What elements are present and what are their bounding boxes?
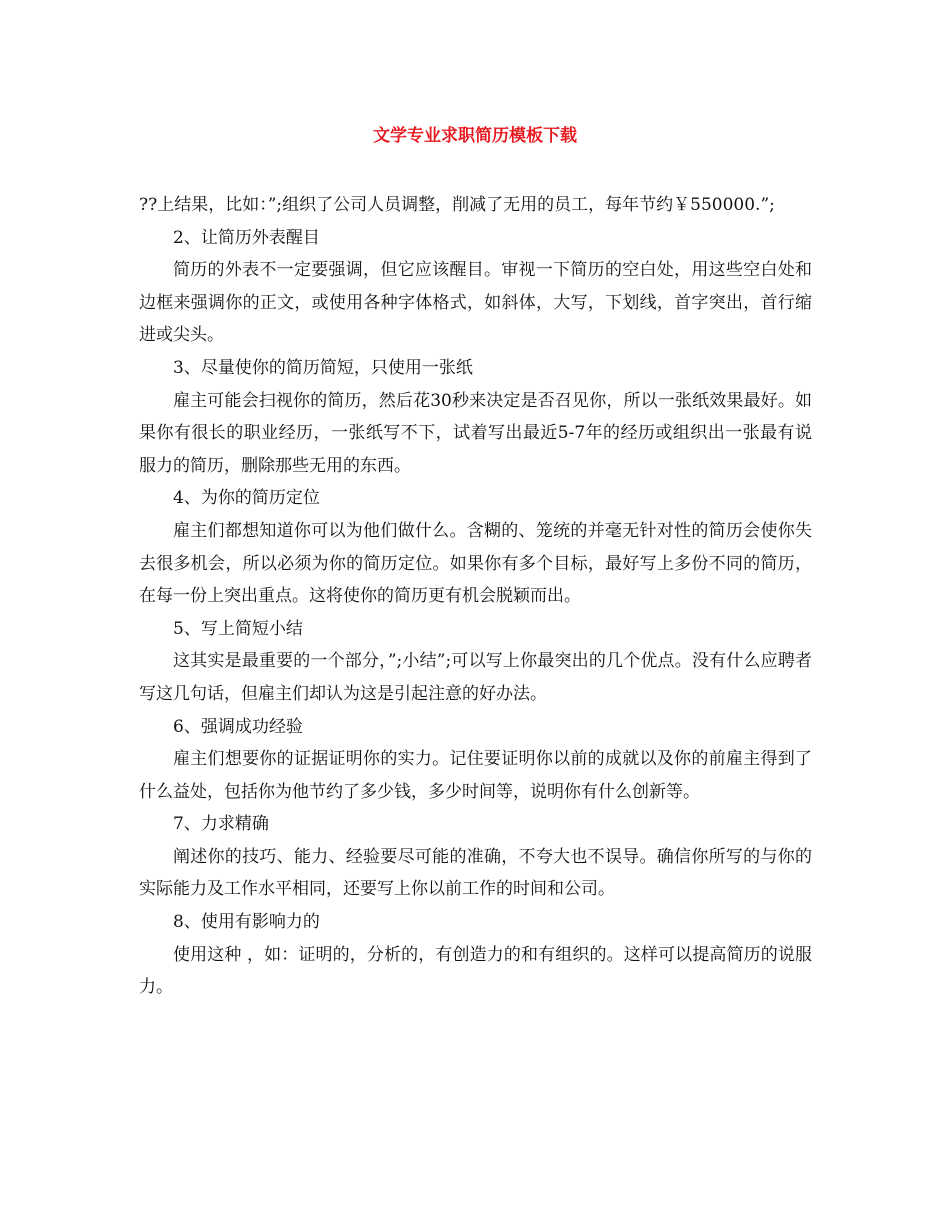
section-heading-4: 4、为你的简历定位 — [173, 488, 320, 509]
section-body-6: 雇主们想要你的证据证明你的实力。记住要证明你以前的成就以及你的前雇主得到了什么益处，包括你为他节约了多少钱，多少时间等，说明你有什么创新等。 — [139, 749, 812, 802]
section-body-2: 简历的外表不一定要强调，但它应该醒目。审视一下简历的空白处，用这些空白处和边框来强调你的正文，或使用各种字体格式，如斜体，大写，下划线，首字突出，首行缩进或尖头。 — [139, 260, 812, 346]
intro-paragraph: ??上结果，比如：”;组织了公司人员调整，削减了无用的员工，每年节约￥550000.”; — [139, 195, 775, 215]
section-heading-2: 2、让简历外表醒目 — [173, 227, 320, 248]
section-body-7: 阐述你的技巧、能力、经验要尽可能的准确，不夸大也不误导。确信你所写的与你的实际能力及工作水平相同，还要写上你以前工作的时间和公司。 — [139, 846, 812, 900]
section-heading-6: 6、强调成功经验 — [173, 716, 303, 737]
document-title: 文学专业求职简历模板下载 — [373, 126, 577, 146]
section-body-3: 雇主可能会扫视你的简历，然后花30秒来决定是否召见你，所以一张纸效果最好。如果你有很长的职业经历，一张纸写不下，试着写出最近5-7年的经历或组织出一张最有说服力的简历，删除那些无用的东西。 — [139, 390, 812, 476]
document-body — [139, 189, 812, 1004]
section-heading-7: 7、力求精确 — [173, 814, 269, 835]
section-heading-3: 3、尽量使你的简历简短，只使用一张纸 — [173, 357, 473, 378]
section-heading-5: 5、写上简短小结 — [173, 618, 303, 639]
section-heading-8: 8、使用有影响力的 — [173, 912, 320, 933]
section-body-8: 使用这种 ，如：证明的，分析的，有创造力的和有组织的。这样可以提高简历的说服力。 — [139, 944, 812, 998]
section-body-5: 这其实是最重要的一个部分，”;小结”;可以写上你最突出的几个优点。没有什么应聘者写这几句话，但雇主们却认为这是引起注意的好办法。 — [139, 651, 812, 704]
section-body-4: 雇主们都想知道你可以为他们做什么。含糊的、笼统的并毫无针对性的简历会使你失去很多机会，所以必须为你的简历定位。如果你有多个目标，最好写上多份不同的简历，在每一份上突出重点。这将使你的简历更有机会脱颖而出。 — [139, 520, 812, 607]
